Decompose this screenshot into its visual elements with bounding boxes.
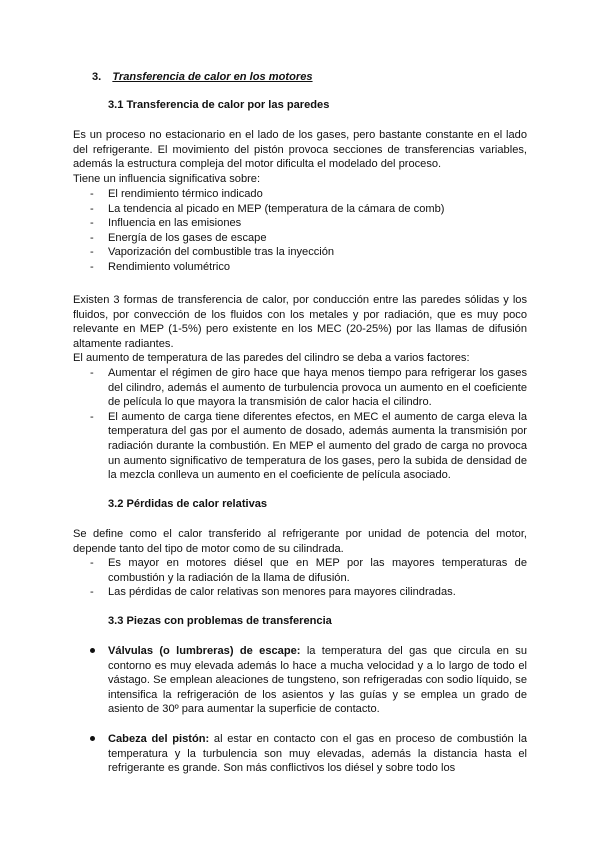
influence-list (73, 187, 527, 275)
section-title: Transferencia de calor en los motores (112, 71, 313, 83)
list-item: - Influencia en las emisiones (73, 216, 527, 231)
item-text: al estar en contacto con el gas en proceso de combustión la temperatura y la turbulencia son muy elevadas, además la distancia hasta el refrigerante es grande. Son más conflictivos los diésel y sobre todo los (108, 732, 528, 775)
item-text: la temperatura del gas que circula en su contorno es muy elevada además lo hace a mucha velocidad y a lo largo de todo el vástago. Se emplean aleaciones de tungsteno, son refrigeradas con sodio líquido, se intensifica la refrigeración de los asientos y las guías y se emplea un grado de asiento de 30º para aumentar la superficie de contacto. (108, 645, 527, 716)
list-item: - Es mayor en motores diésel que en MEP por las mayores temperaturas de combustión y la radiación de la llama de difusión. (73, 556, 527, 585)
paragraph-transfer-forms: Existen 3 formas de transferencia de calor, por conducción entre las paredes sólidas y los fluidos, por convección de los fluidos con los metales y por radiación, que es muy poco relevante en MEP (1-5%) pero existente en los MEC (20-25%) por las llamas de difusión altamente radiantes. (73, 294, 527, 350)
bullet-icon (90, 736, 95, 741)
list-item (73, 732, 527, 776)
subsection-title-3-2: 3.2 Pérdidas de calor relativas (108, 498, 268, 510)
list-item: - El aumento de carga tiene diferentes efectos, en MEC el aumento de carga eleva la temperatura del gas por el aumento de dosado, además aumenta la transmisión por radiación durante la combustión. En MEP el aumento del grado de carga no provoca un aumento significativo de temperatura de los gases, pero la subida de densidad de la mezcla conlleva un aumento en el coeficiente de película asociado. (73, 410, 527, 483)
section-number: 3. (92, 71, 102, 83)
list-item: - Energía de los gases de escape (73, 231, 527, 246)
parts-list (73, 644, 527, 776)
paragraph-relative-losses: Se define como el calor transferido al refrigerante por unidad de potencia del motor, depende tanto del tipo de motor como de su cilindrada. (73, 528, 527, 555)
section-heading (92, 70, 313, 85)
factors-list (73, 366, 527, 483)
bullet-icon (90, 648, 95, 653)
list-item: - El rendimiento térmico indicado (73, 187, 527, 202)
item-label: Válvulas (o lumbreras) de escape: (108, 645, 301, 657)
list-item: - Las pérdidas de calor relativas son menores para mayores cilindradas. (73, 585, 527, 600)
relative-losses-list (73, 556, 527, 600)
list-item (73, 644, 527, 717)
list-item: - La tendencia al picado en MEP (temperatura de la cámara de comb) (73, 202, 527, 217)
paragraph-wall-temperature: El aumento de temperatura de las paredes del cilindro se deba a varios factores: (73, 352, 470, 364)
subsection-title-3-3: 3.3 Piezas con problemas de transferencia (108, 615, 332, 627)
item-label: Cabeza del pistón: (108, 732, 210, 745)
subsection-title-3-1: 3.1 Transferencia de calor por las paredes (108, 99, 330, 111)
paragraph-process: Es un proceso no estacionario en el lado de los gases, pero bastante constante en el lado del refrigerante. El movimiento del pistón provoca secciones de transferencias variables, además la estructura compleja del motor dificulta el modelado del proceso. (73, 129, 527, 171)
paragraph-influence-intro: Tiene un influencia significativa sobre: (73, 173, 261, 185)
list-item: - Rendimiento volumétrico (73, 260, 527, 275)
list-item: - Aumentar el régimen de giro hace que haya menos tiempo para refrigerar los gases del cilindro, además el aumento de turbulencia provoca un aumento en el coeficiente de película lo que mayora la transmisión de calor hacia el cilindro. (73, 366, 527, 410)
list-item: - Vaporización del combustible tras la inyección (73, 245, 527, 260)
